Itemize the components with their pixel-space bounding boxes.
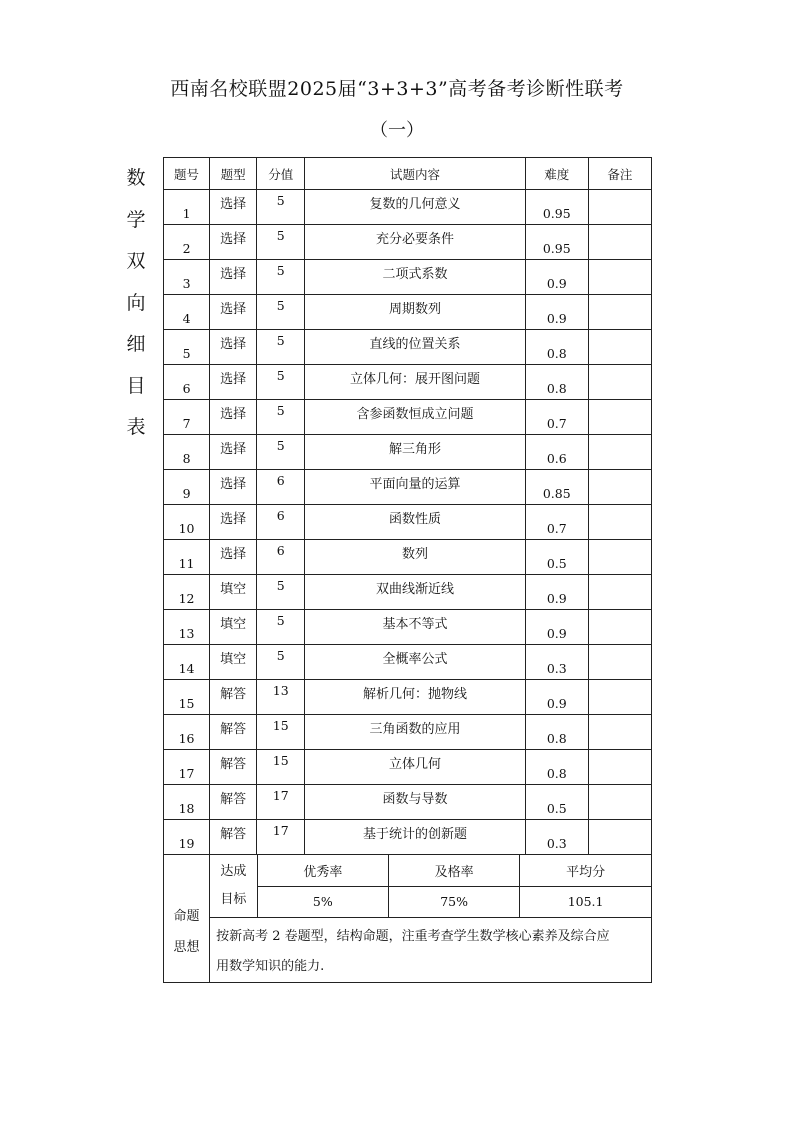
question-type-cell: 选择 [210,400,257,435]
question-type-cell: 选择 [210,505,257,540]
score-cell: 5 [257,225,305,260]
question-no-cell: 4 [164,295,210,330]
note-cell [588,505,651,540]
table-row [164,785,652,820]
table-row [164,470,652,505]
question-no-cell: 11 [164,540,210,575]
table-row [164,750,652,785]
side-label-char: 表 [126,416,146,438]
difficulty-cell: 0.8 [525,330,588,365]
question-type-cell: 解答 [210,820,257,855]
question-type-cell: 选择 [210,225,257,260]
score-cell: 5 [257,575,305,610]
target-header-pass: 及格率 [388,855,519,886]
question-type-cell: 选择 [210,470,257,505]
question-type-cell: 选择 [210,435,257,470]
table-row [164,715,652,750]
score-cell: 5 [257,190,305,225]
note-cell [588,225,651,260]
difficulty-cell: 0.95 [525,190,588,225]
table-row [164,365,652,400]
note-cell [588,610,651,645]
side-label-char: 细 [126,333,146,355]
difficulty-cell: 0.95 [525,225,588,260]
side-vertical-label [122,158,150,449]
question-type-cell: 选择 [210,330,257,365]
content-cell: 充分必要条件 [305,225,525,260]
question-no-cell: 15 [164,680,210,715]
question-type-cell: 解答 [210,785,257,820]
content-cell: 平面向量的运算 [305,470,525,505]
score-cell: 5 [257,610,305,645]
content-cell: 双曲线渐近线 [305,575,525,610]
content-cell: 复数的几何意义 [305,190,525,225]
header-content: 试题内容 [305,158,525,190]
question-no-cell: 1 [164,190,210,225]
content-cell: 解析几何：抛物线 [305,680,525,715]
difficulty-cell: 0.3 [525,820,588,855]
question-type-cell: 解答 [210,715,257,750]
difficulty-cell: 0.3 [525,645,588,680]
score-cell: 5 [257,400,305,435]
header-question-type: 题型 [210,158,257,190]
content-cell: 二项式系数 [305,260,525,295]
question-no-cell: 13 [164,610,210,645]
content-cell: 直线的位置关系 [305,330,525,365]
content-cell: 全概率公式 [305,645,525,680]
difficulty-cell: 0.7 [525,505,588,540]
note-cell [588,540,651,575]
table-row [164,820,652,855]
table-row [164,645,652,680]
header-difficulty: 难度 [525,158,588,190]
question-no-cell: 12 [164,575,210,610]
score-cell: 5 [257,330,305,365]
question-no-cell: 18 [164,785,210,820]
content-cell: 基本不等式 [305,610,525,645]
document-title: 西南名校联盟2025届“3+3+3”高考备考诊断性联考 [170,78,624,100]
side-label-char: 目 [126,374,146,397]
difficulty-cell: 0.9 [525,260,588,295]
score-cell: 13 [257,680,305,715]
question-type-cell: 解答 [210,680,257,715]
difficulty-cell: 0.85 [525,470,588,505]
content-cell: 立体几何：展开图问题 [305,365,525,400]
table-row [164,295,652,330]
table-row [164,225,652,260]
score-cell: 15 [257,715,305,750]
score-cell: 15 [257,750,305,785]
score-cell: 5 [257,435,305,470]
note-cell [588,260,651,295]
question-type-cell: 选择 [210,190,257,225]
content-cell: 立体几何 [305,750,525,785]
label-line: 命题 [173,908,200,924]
content-cell: 三角函数的应用 [305,715,525,750]
note-cell [588,435,651,470]
score-cell: 6 [257,540,305,575]
note-cell [588,645,651,680]
question-type-cell: 填空 [210,610,257,645]
content-cell: 周期数列 [305,295,525,330]
note-cell [588,365,651,400]
score-cell: 17 [257,820,305,855]
question-no-cell: 2 [164,225,210,260]
difficulty-cell: 0.8 [525,750,588,785]
target-header-average: 平均分 [520,855,651,886]
table-row [164,505,652,540]
question-no-cell: 10 [164,505,210,540]
side-label-char: 学 [126,208,146,231]
header-score: 分值 [257,158,305,190]
note-cell [588,750,651,785]
header-question-no: 题号 [164,158,210,190]
note-cell [588,190,651,225]
table-header-row [164,158,652,190]
target-table [210,855,651,917]
difficulty-cell: 0.7 [525,400,588,435]
target-value-average: 105.1 [520,886,651,917]
content-cell: 解三角形 [305,435,525,470]
side-label-char: 双 [126,250,146,272]
question-type-cell: 填空 [210,645,257,680]
difficulty-cell: 0.8 [525,715,588,750]
question-no-cell: 16 [164,715,210,750]
question-type-cell: 选择 [210,540,257,575]
specification-table [163,157,652,983]
question-no-cell: 5 [164,330,210,365]
question-no-cell: 19 [164,820,210,855]
content-cell: 基于统计的创新题 [305,820,525,855]
label-line: 思想 [173,939,200,955]
question-no-cell: 14 [164,645,210,680]
table-row [164,575,652,610]
target-header-excellent: 优秀率 [257,855,388,886]
table-row [164,330,652,365]
note-cell [588,330,651,365]
score-cell: 5 [257,365,305,400]
note-cell [588,295,651,330]
document-subtitle: （一） [370,120,424,141]
table-row [164,260,652,295]
question-no-cell: 8 [164,435,210,470]
note-cell [588,820,651,855]
target-value-pass: 75% [388,886,519,917]
label-line: 目标 [220,892,247,907]
question-no-cell: 9 [164,470,210,505]
idea-line: 按新高考 2 卷题型，结构命题，注重考查学生数学核心素养及综合应 [216,929,610,944]
question-type-cell: 选择 [210,365,257,400]
label-line: 达成 [220,864,247,879]
score-cell: 6 [257,470,305,505]
table-row [164,190,652,225]
difficulty-cell: 0.9 [525,575,588,610]
question-no-cell: 7 [164,400,210,435]
difficulty-cell: 0.5 [525,540,588,575]
score-cell: 5 [257,645,305,680]
proposition-idea-label [164,855,210,983]
note-cell [588,400,651,435]
note-cell [588,470,651,505]
score-cell: 5 [257,295,305,330]
side-label-char: 数 [126,167,146,189]
score-cell: 17 [257,785,305,820]
content-cell: 数列 [305,540,525,575]
target-container [210,855,652,918]
table-row [164,680,652,715]
note-cell [588,715,651,750]
score-cell: 5 [257,260,305,295]
question-no-cell: 6 [164,365,210,400]
question-type-cell: 填空 [210,575,257,610]
table-row [164,400,652,435]
question-type-cell: 选择 [210,260,257,295]
summary-idea-row [164,918,652,983]
difficulty-cell: 0.9 [525,610,588,645]
target-value-excellent: 5% [257,886,388,917]
difficulty-cell: 0.6 [525,435,588,470]
idea-line: 用数学知识的能力. [216,959,325,974]
difficulty-cell: 0.9 [525,680,588,715]
content-cell: 函数与导数 [305,785,525,820]
content-cell: 函数性质 [305,505,525,540]
note-cell [588,785,651,820]
table-row [164,435,652,470]
content-cell: 含参函数恒成立问题 [305,400,525,435]
note-cell [588,680,651,715]
target-label [210,855,257,917]
side-label-char: 向 [126,291,146,314]
score-cell: 6 [257,505,305,540]
proposition-idea-text [210,918,652,983]
header-note: 备注 [588,158,651,190]
difficulty-cell: 0.9 [525,295,588,330]
question-type-cell: 解答 [210,750,257,785]
table-row [164,610,652,645]
question-no-cell: 17 [164,750,210,785]
question-type-cell: 选择 [210,295,257,330]
table-row [164,540,652,575]
difficulty-cell: 0.5 [525,785,588,820]
difficulty-cell: 0.8 [525,365,588,400]
question-no-cell: 3 [164,260,210,295]
note-cell [588,575,651,610]
summary-target-row [164,855,652,918]
